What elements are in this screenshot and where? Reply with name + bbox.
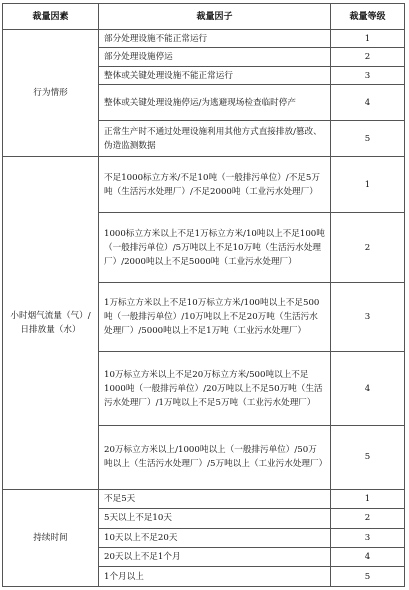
criteria-cell: 正常生产时不通过处理设施利用其他方式直接排放/篡改、伪造监测数据 bbox=[99, 121, 331, 157]
factor-cell: 小时烟气流量（气）/日排放量（水） bbox=[3, 156, 99, 489]
level-cell: 1 bbox=[331, 30, 405, 48]
level-cell: 5 bbox=[331, 121, 405, 157]
header-criteria: 裁量因子 bbox=[99, 4, 331, 30]
level-cell: 1 bbox=[331, 156, 405, 212]
criteria-cell: 不足5天 bbox=[99, 489, 331, 508]
factor-cell: 行为情形 bbox=[3, 30, 99, 157]
table-row bbox=[3, 30, 405, 48]
level-cell: 2 bbox=[331, 48, 405, 66]
discretion-table bbox=[2, 3, 405, 587]
criteria-cell: 1个月以上 bbox=[99, 567, 331, 587]
table-row bbox=[3, 489, 405, 508]
header-factor: 裁量因素 bbox=[3, 4, 99, 30]
criteria-cell: 整体或关键处理设施停运/为逃避现场检查临时停产 bbox=[99, 85, 331, 121]
criteria-cell: 20天以上不足1个月 bbox=[99, 548, 331, 567]
criteria-cell: 不足1000标立方米/不足10吨（一般排污单位）/不足5万吨（生活污水处理厂）/不足2000吨（工业污水处理厂） bbox=[99, 156, 331, 212]
criteria-cell: 20万标立方米以上/1000吨以上（一般排污单位）/50万吨以上（生活污水处理厂）/5万吨以上（工业污水处理厂） bbox=[99, 426, 331, 489]
criteria-cell: 1000标立方米以上不足1万标立方米/10吨以上不足100吨（一般排污单位）/5万吨以上不足10万吨（生活污水处理厂）/2000吨以上不足5000吨（工业污水处理厂） bbox=[99, 213, 331, 283]
criteria-cell: 10天以上不足20天 bbox=[99, 528, 331, 547]
criteria-cell: 部分处理设施停运 bbox=[99, 48, 331, 66]
level-cell: 5 bbox=[331, 567, 405, 587]
level-cell: 1 bbox=[331, 489, 405, 508]
level-cell: 3 bbox=[331, 66, 405, 84]
level-cell: 2 bbox=[331, 509, 405, 528]
level-cell: 4 bbox=[331, 548, 405, 567]
criteria-cell: 10万标立方米以上不足20万标立方米/500吨以上不足1000吨（一般排污单位）/20万吨以上不足50万吨（生活污水处理厂）/1万吨以上不足5万吨（工业污水处理厂） bbox=[99, 352, 331, 426]
level-cell: 4 bbox=[331, 352, 405, 426]
criteria-cell: 部分处理设施不能正常运行 bbox=[99, 30, 331, 48]
level-cell: 5 bbox=[331, 426, 405, 489]
level-cell: 3 bbox=[331, 528, 405, 547]
level-cell: 3 bbox=[331, 282, 405, 352]
criteria-cell: 整体或关键处理设施不能正常运行 bbox=[99, 66, 331, 84]
level-cell: 2 bbox=[331, 213, 405, 283]
header-level: 裁量等级 bbox=[331, 4, 405, 30]
level-cell: 4 bbox=[331, 85, 405, 121]
table-header-row bbox=[3, 4, 405, 30]
criteria-cell: 1万标立方米以上不足10万标立方米/100吨以上不足500吨（一般排污单位）/10万吨以上不足20万吨（生活污水处理厂）/5000吨以上不足1万吨（工业污水处理厂） bbox=[99, 282, 331, 352]
table-row bbox=[3, 156, 405, 212]
criteria-cell: 5天以上不足10天 bbox=[99, 509, 331, 528]
factor-cell: 持续时间 bbox=[3, 489, 99, 586]
